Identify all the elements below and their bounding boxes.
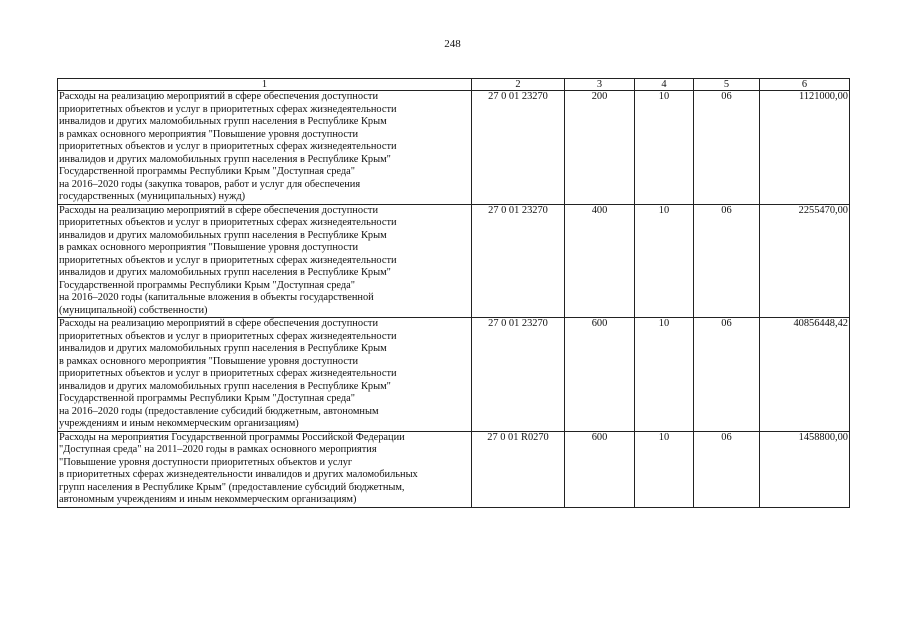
expense-description: [58, 204, 472, 318]
description-line: Расходы на реализацию мероприятий в сфере обеспечения доступности: [59, 204, 379, 216]
expense-type-code: 600: [565, 431, 635, 507]
description-line: приоритетных объектов и услуг в приоритетных сферах жизнедеятельности: [59, 141, 397, 152]
description-line: на 2016–2020 годы (закупка товаров, работ и услуг для обеспечения: [59, 178, 361, 190]
description-line: в рамках основного мероприятия "Повышение уровня доступности: [59, 355, 359, 367]
description-line: учреждениям и иным некоммерческим организациям): [59, 418, 299, 429]
description-line: приоритетных объектов и услуг в приоритетных сферах жизнедеятельности: [59, 368, 397, 379]
section-code: 10: [635, 204, 694, 318]
section-code: 10: [635, 431, 694, 507]
section-code: 10: [635, 318, 694, 432]
expense-type-code: 200: [565, 91, 635, 205]
subsection-code: 06: [694, 91, 760, 205]
description-line: автономным учреждениям и иным некоммерческим организациям): [59, 494, 357, 505]
description-line: приоритетных объектов и услуг в приоритетных сферах жизнедеятельности: [59, 254, 397, 266]
description-line: групп населения в Республике Крым" (предоставление субсидий бюджетным,: [59, 481, 405, 493]
description-line: на 2016–2020 годы (предоставление субсидий бюджетным, автономным: [59, 405, 379, 417]
amount-value: 1121000,00: [760, 91, 850, 205]
description-line: Государственной программы Республики Крым "Доступная среда": [59, 393, 356, 404]
amount-value: 1458800,00: [760, 431, 850, 507]
expense-type-code: 600: [565, 318, 635, 432]
table-row: [58, 204, 850, 318]
table-row: [58, 431, 850, 507]
target-article-code: 27 0 01 23270: [472, 204, 565, 318]
subsection-code: 06: [694, 318, 760, 432]
description-line: инвалидов и других маломобильных групп населения в Республике Крым: [59, 116, 387, 127]
description-line: приоритетных объектов и услуг в приоритетных сферах жизнедеятельности: [59, 330, 397, 342]
description-line: инвалидов и других маломобильных групп населения в Республике Крым": [59, 153, 391, 165]
description-line: приоритетных объектов и услуг в приоритетных сферах жизнедеятельности: [59, 217, 397, 228]
expense-description: [58, 91, 472, 205]
description-line: Расходы на реализацию мероприятий в сфере обеспечения доступности: [59, 318, 379, 329]
header-cell: 6: [760, 79, 850, 91]
amount-value: 40856448,42: [760, 318, 850, 432]
description-line: Расходы на реализацию мероприятий в сфере обеспечения доступности: [59, 91, 379, 102]
target-article-code: 27 0 01 23270: [472, 91, 565, 205]
description-line: государственных (муниципальных) нужд): [59, 191, 246, 202]
description-line: в рамках основного мероприятия "Повышение уровня доступности: [59, 242, 359, 253]
description-line: Государственной программы Республики Крым "Доступная среда": [59, 166, 356, 177]
description-line: инвалидов и других маломобильных групп населения в Республике Крым: [59, 343, 387, 354]
description-line: инвалидов и других маломобильных групп населения в Республике Крым: [59, 229, 387, 241]
description-line: приоритетных объектов и услуг в приоритетных сферах жизнедеятельности: [59, 103, 397, 115]
header-cell: 3: [565, 79, 635, 91]
description-line: инвалидов и других маломобильных групп населения в Республике Крым": [59, 267, 391, 278]
description-line: "Доступная среда" на 2011–2020 годы в рамках основного мероприятия: [59, 444, 377, 455]
description-line: инвалидов и других маломобильных групп населения в Республике Крым": [59, 380, 391, 392]
subsection-code: 06: [694, 204, 760, 318]
description-line: (муниципальной) собственности): [59, 304, 208, 316]
page-number: 248: [444, 38, 461, 50]
description-line: "Повышение уровня доступности приоритетных объектов и услуг: [59, 456, 353, 468]
header-cell: 2: [472, 79, 565, 91]
subsection-code: 06: [694, 431, 760, 507]
table-row: [58, 91, 850, 205]
description-line: в рамках основного мероприятия "Повышение уровня доступности: [59, 128, 359, 140]
section-code: 10: [635, 91, 694, 205]
header-cell: 1: [58, 79, 472, 91]
description-line: в приоритетных сферах жизнедеятельности инвалидов и других маломобильных: [59, 469, 418, 480]
header-cell: 4: [635, 79, 694, 91]
expense-description: [58, 431, 472, 507]
expense-type-code: 400: [565, 204, 635, 318]
expense-description: [58, 318, 472, 432]
table-body: [58, 79, 850, 508]
target-article-code: 27 0 01 23270: [472, 318, 565, 432]
target-article-code: 27 0 01 R0270: [472, 431, 565, 507]
table-row: [58, 318, 850, 432]
description-line: на 2016–2020 годы (капитальные вложения в объекты государственной: [59, 292, 374, 303]
table-header-row: [58, 79, 850, 91]
amount-value: 2255470,00: [760, 204, 850, 318]
header-cell: 5: [694, 79, 760, 91]
description-line: Расходы на мероприятия Государственной программы Российской Федерации: [59, 431, 405, 443]
budget-table: [57, 78, 850, 508]
description-line: Государственной программы Республики Крым "Доступная среда": [59, 279, 356, 291]
